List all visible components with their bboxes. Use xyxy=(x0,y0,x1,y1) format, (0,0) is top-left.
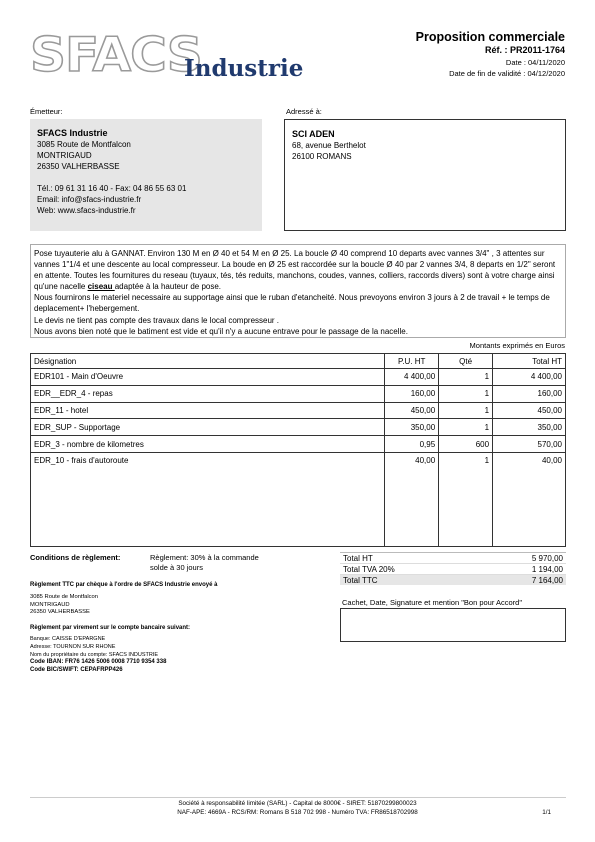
cell-designation: EDR_3 - nombre de kilometres xyxy=(31,436,385,453)
cell-designation: EDR_11 - hotel xyxy=(31,402,385,419)
document-title: Proposition commerciale xyxy=(415,30,565,44)
cheque-address xyxy=(30,594,98,617)
payment-terms-line: Règlement: 30% à la commande xyxy=(150,553,259,562)
cheque-instructions-title: Règlement TTC par chèque à l'ordre de SFACS Industrie envoyé à xyxy=(30,582,218,588)
total-ttc-row xyxy=(340,574,566,585)
cell-total: 40,00 xyxy=(493,452,566,546)
company-logo-suffix: Industrie xyxy=(184,55,304,82)
cell-total: 160,00 xyxy=(493,385,566,402)
cell-quantity: 1 xyxy=(439,452,493,546)
cell-quantity: 1 xyxy=(439,419,493,436)
sender-name: SFACS Industrie xyxy=(37,128,108,138)
header-total: Total HT xyxy=(493,354,566,369)
cell-total: 450,00 xyxy=(493,402,566,419)
total-ttc-label: Total TTC xyxy=(343,576,378,585)
cell-quantity: 1 xyxy=(439,369,493,386)
recipient-name: SCI ADEN xyxy=(292,129,335,139)
total-ttc-value: 7 164,00 xyxy=(531,576,563,585)
total-ht-row xyxy=(340,552,566,563)
table-header-row xyxy=(31,354,566,369)
cell-unit-price: 450,00 xyxy=(385,402,439,419)
table-row xyxy=(31,436,566,453)
cell-unit-price: 0,95 xyxy=(385,436,439,453)
payment-terms-line: solde à 30 jours xyxy=(150,563,203,572)
recipient-box xyxy=(284,119,566,231)
cheque-address-line: MONTRIGAUD xyxy=(30,601,70,608)
cell-unit-price: 160,00 xyxy=(385,385,439,402)
bank-address: Adresse: TOURNON SUR RHONE xyxy=(30,644,116,650)
sender-web: Web: www.sfacs-industrie.fr xyxy=(37,206,136,215)
cell-designation: EDR__EDR_4 - repas xyxy=(31,385,385,402)
cell-designation: EDR_10 - frais d'autoroute xyxy=(31,452,385,546)
header-quantity: Qté xyxy=(439,354,493,369)
bank-name: Banque: CAISSE D'EPARGNE xyxy=(30,636,106,642)
cell-designation: EDR101 - Main d'Oeuvre xyxy=(31,369,385,386)
sender-address-line: 3085 Route de Montfalcon xyxy=(37,140,131,149)
table-row xyxy=(31,452,566,546)
payment-conditions-label: Conditions de règlement: xyxy=(30,553,121,562)
recipient-label: Adressé à: xyxy=(286,107,322,116)
description-paragraph: Le devis ne tient pas compte des travaux dans le local compresseur . xyxy=(34,315,280,325)
cell-quantity: 600 xyxy=(439,436,493,453)
signature-label: Cachet, Date, Signature et mention "Bon pour Accord" xyxy=(342,598,523,607)
sender-address-line: 26350 VALHERBASSE xyxy=(37,162,120,171)
total-ht-label: Total HT xyxy=(343,554,373,563)
document-validity-date: Date de fin de validité : 04/12/2020 xyxy=(449,69,565,78)
cell-total: 570,00 xyxy=(493,436,566,453)
bank-transfer-title: Règlement par virement sur le compte bancaire suivant: xyxy=(30,625,191,631)
description-paragraph: Pose tuyauterie alu à GANNAT. Environ 130 M en Ø 40 et 54 M en Ø 25. La boucle Ø 40 comprend 10 departs avec vannes 3/4" , 3 attentes sur vannes 1"1/4 et une descente au local compresseur. La boude en Ø 25 est raccordée sur la boucle Ø 40 par 2 vannes 3/4, 8 departs en 1/2" seront en attente. Toutes les fournitures du reseau (tuyaux, tés, tés reduits, manchons, coudes, vannes, colliers, raccords divers) sont à votre charge ainsi qu'une nacelle ciseau adaptée à la hauteur de pose. xyxy=(34,249,556,292)
header-designation: Désignation xyxy=(31,354,385,369)
cell-unit-price: 4 400,00 xyxy=(385,369,439,386)
company-logo: SFACS xyxy=(30,27,202,83)
total-tva-row xyxy=(340,563,566,574)
footer-legal-line: NAF-APE: 4669A - RCS/RM: Romans B 518 702 998 - Numéro TVA: FR86518702998 xyxy=(177,809,418,816)
footer-divider xyxy=(30,797,566,798)
table-row xyxy=(31,369,566,386)
cell-total: 350,00 xyxy=(493,419,566,436)
cell-unit-price: 40,00 xyxy=(385,452,439,546)
cheque-address-line: 26350 VALHERBASSE xyxy=(30,609,90,615)
description-emphasis: ciseau xyxy=(87,282,115,292)
document-date: Date : 04/11/2020 xyxy=(505,58,565,67)
cell-quantity: 1 xyxy=(439,385,493,402)
recipient-address-line: 26100 ROMANS xyxy=(292,152,352,161)
amounts-currency-note: Montants exprimés en Euros xyxy=(469,341,565,350)
cell-quantity: 1 xyxy=(439,402,493,419)
description-paragraph: Nous avons bien noté que le batiment est vide et qu'il n'y a aucune entrave pour le passage de la nacelle. xyxy=(34,326,408,336)
total-ht-value: 5 970,00 xyxy=(531,554,563,563)
table-row xyxy=(31,402,566,419)
page-number: 1/1 xyxy=(542,809,551,816)
total-tva-value: 1 194,00 xyxy=(531,565,563,574)
table-row xyxy=(31,385,566,402)
description-paragraph: Nous fournirons le materiel necessaire au supportage ainsi que le ruban d'etancheité. Nous prevoyons environ 3 jours à 2 de travail + le temps de deplacement+ l'hebergement. xyxy=(34,293,550,314)
totals-block xyxy=(340,552,566,585)
sender-phone: Tél.: 09 61 31 16 40 - Fax: 04 86 55 63 01 xyxy=(37,184,187,193)
cell-unit-price: 350,00 xyxy=(385,419,439,436)
iban-code: Code IBAN: FR76 1426 5006 0008 7710 9354 338 xyxy=(30,659,167,665)
payment-conditions-value xyxy=(150,553,280,573)
header-unit-price: P.U. HT xyxy=(385,354,439,369)
footer-legal-line: Société à responsabilité limitée (SARL) - Capital de 8000€ - SIRET: 51870299800023 xyxy=(178,800,417,807)
signature-box xyxy=(340,608,566,642)
sender-box xyxy=(30,119,262,231)
sender-email: Email: info@sfacs-industrie.fr xyxy=(37,195,142,204)
bic-code: Code BIC/SWIFT: CEPAFRPP426 xyxy=(30,667,123,673)
cell-total: 4 400,00 xyxy=(493,369,566,386)
sender-label: Émetteur: xyxy=(30,107,63,116)
total-tva-label: Total TVA 20% xyxy=(343,565,395,574)
bank-account-owner: Nom du propriétaire du compte: SFACS INDUSTRIE xyxy=(30,652,159,658)
bank-details xyxy=(30,635,158,659)
table-row xyxy=(31,419,566,436)
cheque-address-line: 3085 Route de Montfalcon xyxy=(30,594,99,600)
sender-address-line: MONTRIGAUD xyxy=(37,151,92,160)
proposal-description xyxy=(30,244,566,338)
items-table xyxy=(30,353,566,547)
document-reference: Réf. : PR2011-1764 xyxy=(484,45,565,55)
recipient-address-line: 68, avenue Berthelot xyxy=(292,141,366,150)
cell-designation: EDR_SUP - Supportage xyxy=(31,419,385,436)
